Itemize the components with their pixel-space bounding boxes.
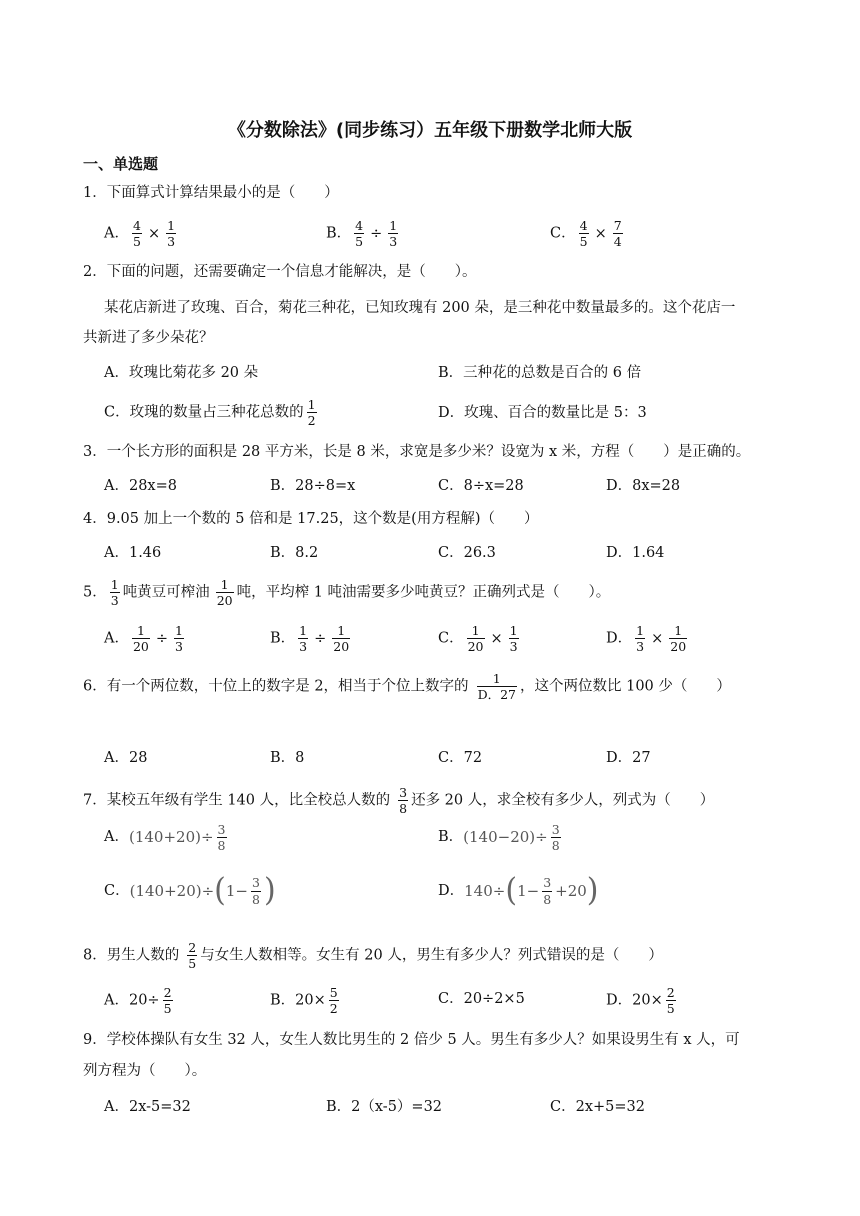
question-2-context-line1: 某花店新进了玫瑰、百合，菊花三种花，已知玫瑰有 200 朵，是三种花中数量最多的。这个花店一 (104, 300, 736, 316)
q6-option-a: A．28 (104, 750, 148, 766)
fraction: $\frac{3}{8}$ (399, 785, 408, 817)
question-9-line2: 列方程为（ ）。 (83, 1063, 207, 1079)
fraction: $\frac{2}{5}$ (163, 985, 172, 1017)
q2-option-c (104, 398, 320, 427)
fraction: $\frac{4}{5}$ (132, 218, 141, 250)
operator: × (147, 225, 161, 242)
operator: ÷ (370, 225, 383, 242)
fraction: $\frac{2}{5}$ (188, 940, 197, 972)
fraction: $\frac{1}{20}$ (670, 623, 687, 655)
q2-option-a: A．玫瑰比菊花多 20 朵 (104, 365, 259, 381)
fraction: $\frac{1}{3}$ (167, 218, 176, 250)
fraction: $\frac{1}{3}$ (175, 623, 183, 655)
q3-option-d: D．8x=28 (606, 478, 681, 494)
q1-option-a (104, 219, 179, 248)
q5-option-d: D． $\frac{1}{3}$ × $\frac{1}{20}$ (606, 623, 687, 655)
question-5-stem: 5． $\frac{1}{3}$ 吨黄豆可榨油 $\frac{1}{20}$ 吨，平均榨 1 吨油需要多少吨黄豆？正确列式是（ ）。 (83, 577, 611, 609)
q6-option-c: C．72 (438, 750, 483, 766)
fraction: $\frac{5}{2}$ (329, 985, 338, 1017)
q4-option-c: C．26.3 (438, 545, 496, 561)
q6-option-d: D．27 (606, 750, 651, 766)
q8-option-c: C．20÷2×5 (438, 991, 525, 1007)
fraction: $\frac{2}{5}$ (666, 985, 675, 1017)
math-formula-image: (140−20)÷ $\frac{3}{8}$ (463, 822, 560, 854)
q3-option-c: C．8÷x=28 (438, 478, 524, 494)
q1-option-c (550, 219, 626, 248)
fraction: $\frac{1}{20}$ (216, 577, 233, 609)
fraction: $\frac{1}{3}$ (636, 623, 645, 655)
question-2-stem: 2．下面的问题，还需要确定一个信息才能解决，是（ ）。 (83, 264, 477, 280)
q9-option-b: B．2（x-5）=32 (326, 1099, 443, 1115)
question-6-stem: 6．有一个两位数，十位上的数字是 2，相当于个位上数字的 $\frac{1}{D.27}$ ，这个两位数比 100 少（ ） (83, 671, 731, 703)
fraction: $\frac{1}{2}$ (307, 397, 316, 429)
q8-option-d: D．20× $\frac{2}{5}$ (606, 985, 675, 1017)
page-title: 《分数除法》(同步练习）五年级下册数学北师大版 (227, 120, 633, 141)
fraction: $\frac{1}{3}$ (389, 218, 398, 250)
q7-option-b: B． (140−20)÷ $\frac{3}{8}$ (438, 823, 564, 852)
q7-option-c: C． (140+20)÷ ( 1− $\frac{3}{8}$ ) (104, 872, 276, 909)
option-label: B． (326, 225, 352, 242)
q7-option-d: D． 140÷ ( 1− $\frac{3}{8}$ +20 ) (438, 872, 599, 909)
math-formula-image: (140+20)÷ ( 1− $\frac{3}{8}$ ) (129, 872, 276, 909)
q4-option-b: B．8.2 (270, 545, 319, 561)
fraction: $\frac{1}{20}$ (132, 623, 149, 655)
question-3-stem: 3．一个长方形的面积是 28 平方米，长是 8 米，求宽是多少米？设宽为 x 米，方程（ ）是正确的。 (83, 444, 751, 460)
q6-option-b: B．8 (270, 750, 305, 766)
q7-option-a: A． (140+20)÷ $\frac{3}{8}$ (104, 823, 230, 852)
q1-option-b (326, 219, 401, 248)
fraction: $\frac{7}{4}$ (613, 218, 622, 250)
q5-option-b: B． $\frac{1}{3}$ ÷ $\frac{1}{20}$ (270, 623, 350, 655)
q3-option-a: A．28x=8 (104, 478, 177, 494)
fraction: $\frac{1}{20}$ (467, 623, 484, 655)
fraction: $\frac{1}{D.27}$ (477, 671, 516, 703)
fraction: $\frac{1}{3}$ (509, 623, 518, 655)
fraction: $\frac{1}{20}$ (333, 623, 350, 655)
option-label: C． (550, 225, 576, 242)
q8-option-b: B．20× $\frac{5}{2}$ (270, 985, 338, 1017)
fraction: $\frac{4}{5}$ (355, 218, 364, 250)
question-7-stem: 7．某校五年级有学生 140 人，比全校总人数的 $\frac{3}{8}$ 还多 20 人，求全校有多少人，列式为（ ） (83, 785, 715, 817)
question-9-line1: 9．学校体操队有女生 32 人，女生人数比男生的 2 倍少 5 人。男生有多少人？如果设男生有 x 人，可 (83, 1032, 740, 1048)
q5-option-c: C． $\frac{1}{20}$ × $\frac{1}{3}$ (438, 623, 518, 655)
fraction: $\frac{1}{3}$ (110, 577, 119, 609)
question-1-stem: 1．下面算式计算结果最小的是（ ） (83, 185, 339, 201)
math-formula-image: (140+20)÷ $\frac{3}{8}$ (128, 822, 226, 854)
section-heading: 一、单选题 (83, 155, 159, 173)
q9-option-a: A．2x-5=32 (104, 1099, 191, 1115)
question-4-stem: 4．9.05 加上一个数的 5 倍和是 17.25，这个数是(用方程解)（ ） (83, 511, 539, 527)
option-text: C．玫瑰的数量占三种花总数的 (104, 404, 304, 421)
operator: × (594, 225, 607, 242)
q9-option-c: C．2x+5=32 (550, 1099, 645, 1115)
question-2-context-line2: 共新进了多少朵花？ (83, 330, 214, 346)
q5-option-a: A． $\frac{1}{20}$ ÷ $\frac{1}{3}$ (104, 623, 183, 655)
fraction: $\frac{1}{3}$ (299, 623, 308, 655)
math-formula-image: 140÷ ( 1− $\frac{3}{8}$ +20 ) (464, 872, 599, 909)
fraction: $\frac{4}{5}$ (579, 218, 588, 250)
q2-option-b: B．三种花的总数是百合的 6 倍 (438, 365, 642, 381)
q2-option-d: D．玫瑰、百合的数量比是 5：3 (438, 405, 647, 421)
q8-option-a: A．20÷ $\frac{2}{5}$ (104, 985, 172, 1017)
option-label: A． (104, 225, 129, 242)
question-8-stem: 8．男生人数的 $\frac{2}{5}$ 与女生人数相等。女生有 20 人，男生有多少人？列式错误的是（ ） (83, 940, 663, 972)
q3-option-b: B．28÷8=x (270, 478, 356, 494)
q4-option-a: A．1.46 (104, 545, 162, 561)
q4-option-d: D．1.64 (606, 545, 665, 561)
